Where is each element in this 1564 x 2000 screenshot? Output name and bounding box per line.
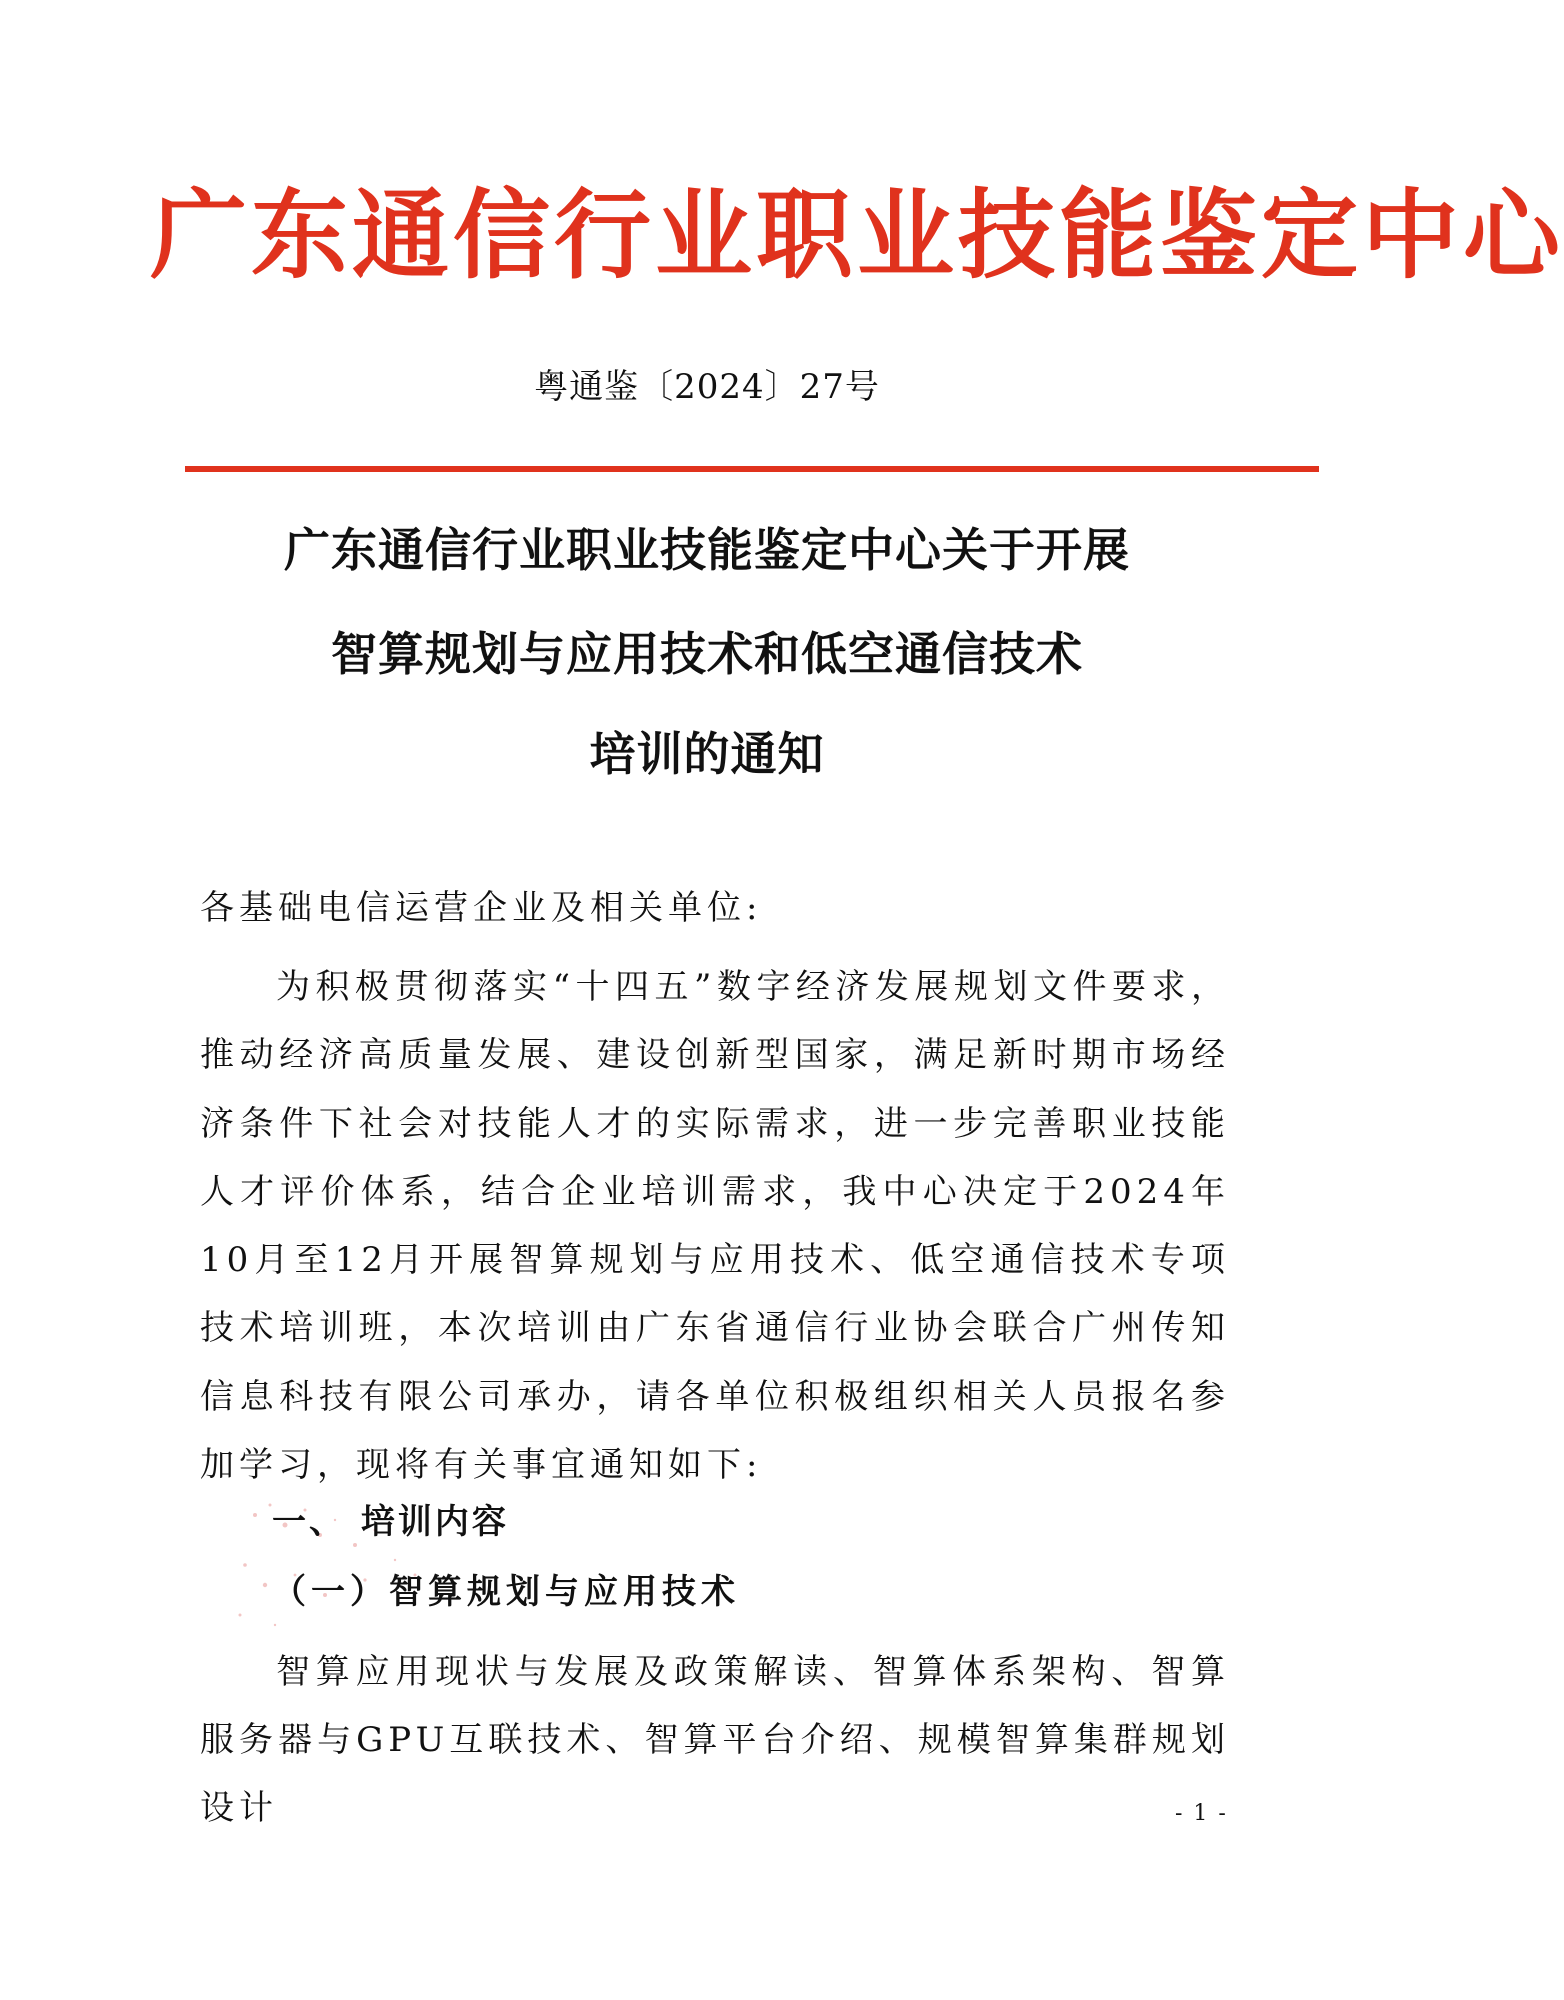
- intelligent-computing-paragraph: 智算应用现状与发展及政策解读、智算体系架构、智算服务器与GPU互联技术、智算平台介绍、规模智算集群规划设计: [200, 1652, 1230, 1828]
- section-heading-training-content: 一、 培训内容: [272, 1502, 509, 1542]
- organization-header: 广东通信行业职业技能鉴定中心: [150, 178, 1564, 292]
- page-number: - 1 -: [1175, 1801, 1228, 1826]
- title-line-3: 培训的通知: [589, 727, 825, 781]
- document-number: 粤通鉴〔2024〕27号: [534, 367, 880, 407]
- title-line-1: 广东通信行业职业技能鉴定中心关于开展: [284, 523, 1130, 577]
- salutation: 各基础电信运营企业及相关单位:: [200, 888, 763, 928]
- title-line-2: 智算规划与应用技术和低空通信技术: [331, 627, 1083, 681]
- subsection-heading-intelligent-computing: （一）智算规划与应用技术: [272, 1572, 740, 1612]
- intro-paragraph: 为积极贯彻落实“十四五”数字经济发展规划文件要求，推动经济高质量发展、建设创新型国家，满足新时期市场经济条件下社会对技能人才的实际需求，进一步完善职业技能人才评价体系，结合企业培训需求，我中心决定于2024年10月至12月开展智算规划与应用技术、低空通信技术专项技术培训班，本次培训由广东省通信行业协会联合广州传知信息科技有限公司承办，请各单位积极组织相关人员报名参加学习，现将有关事宜通知如下:: [200, 967, 1230, 1486]
- red-divider-line: [185, 466, 1319, 472]
